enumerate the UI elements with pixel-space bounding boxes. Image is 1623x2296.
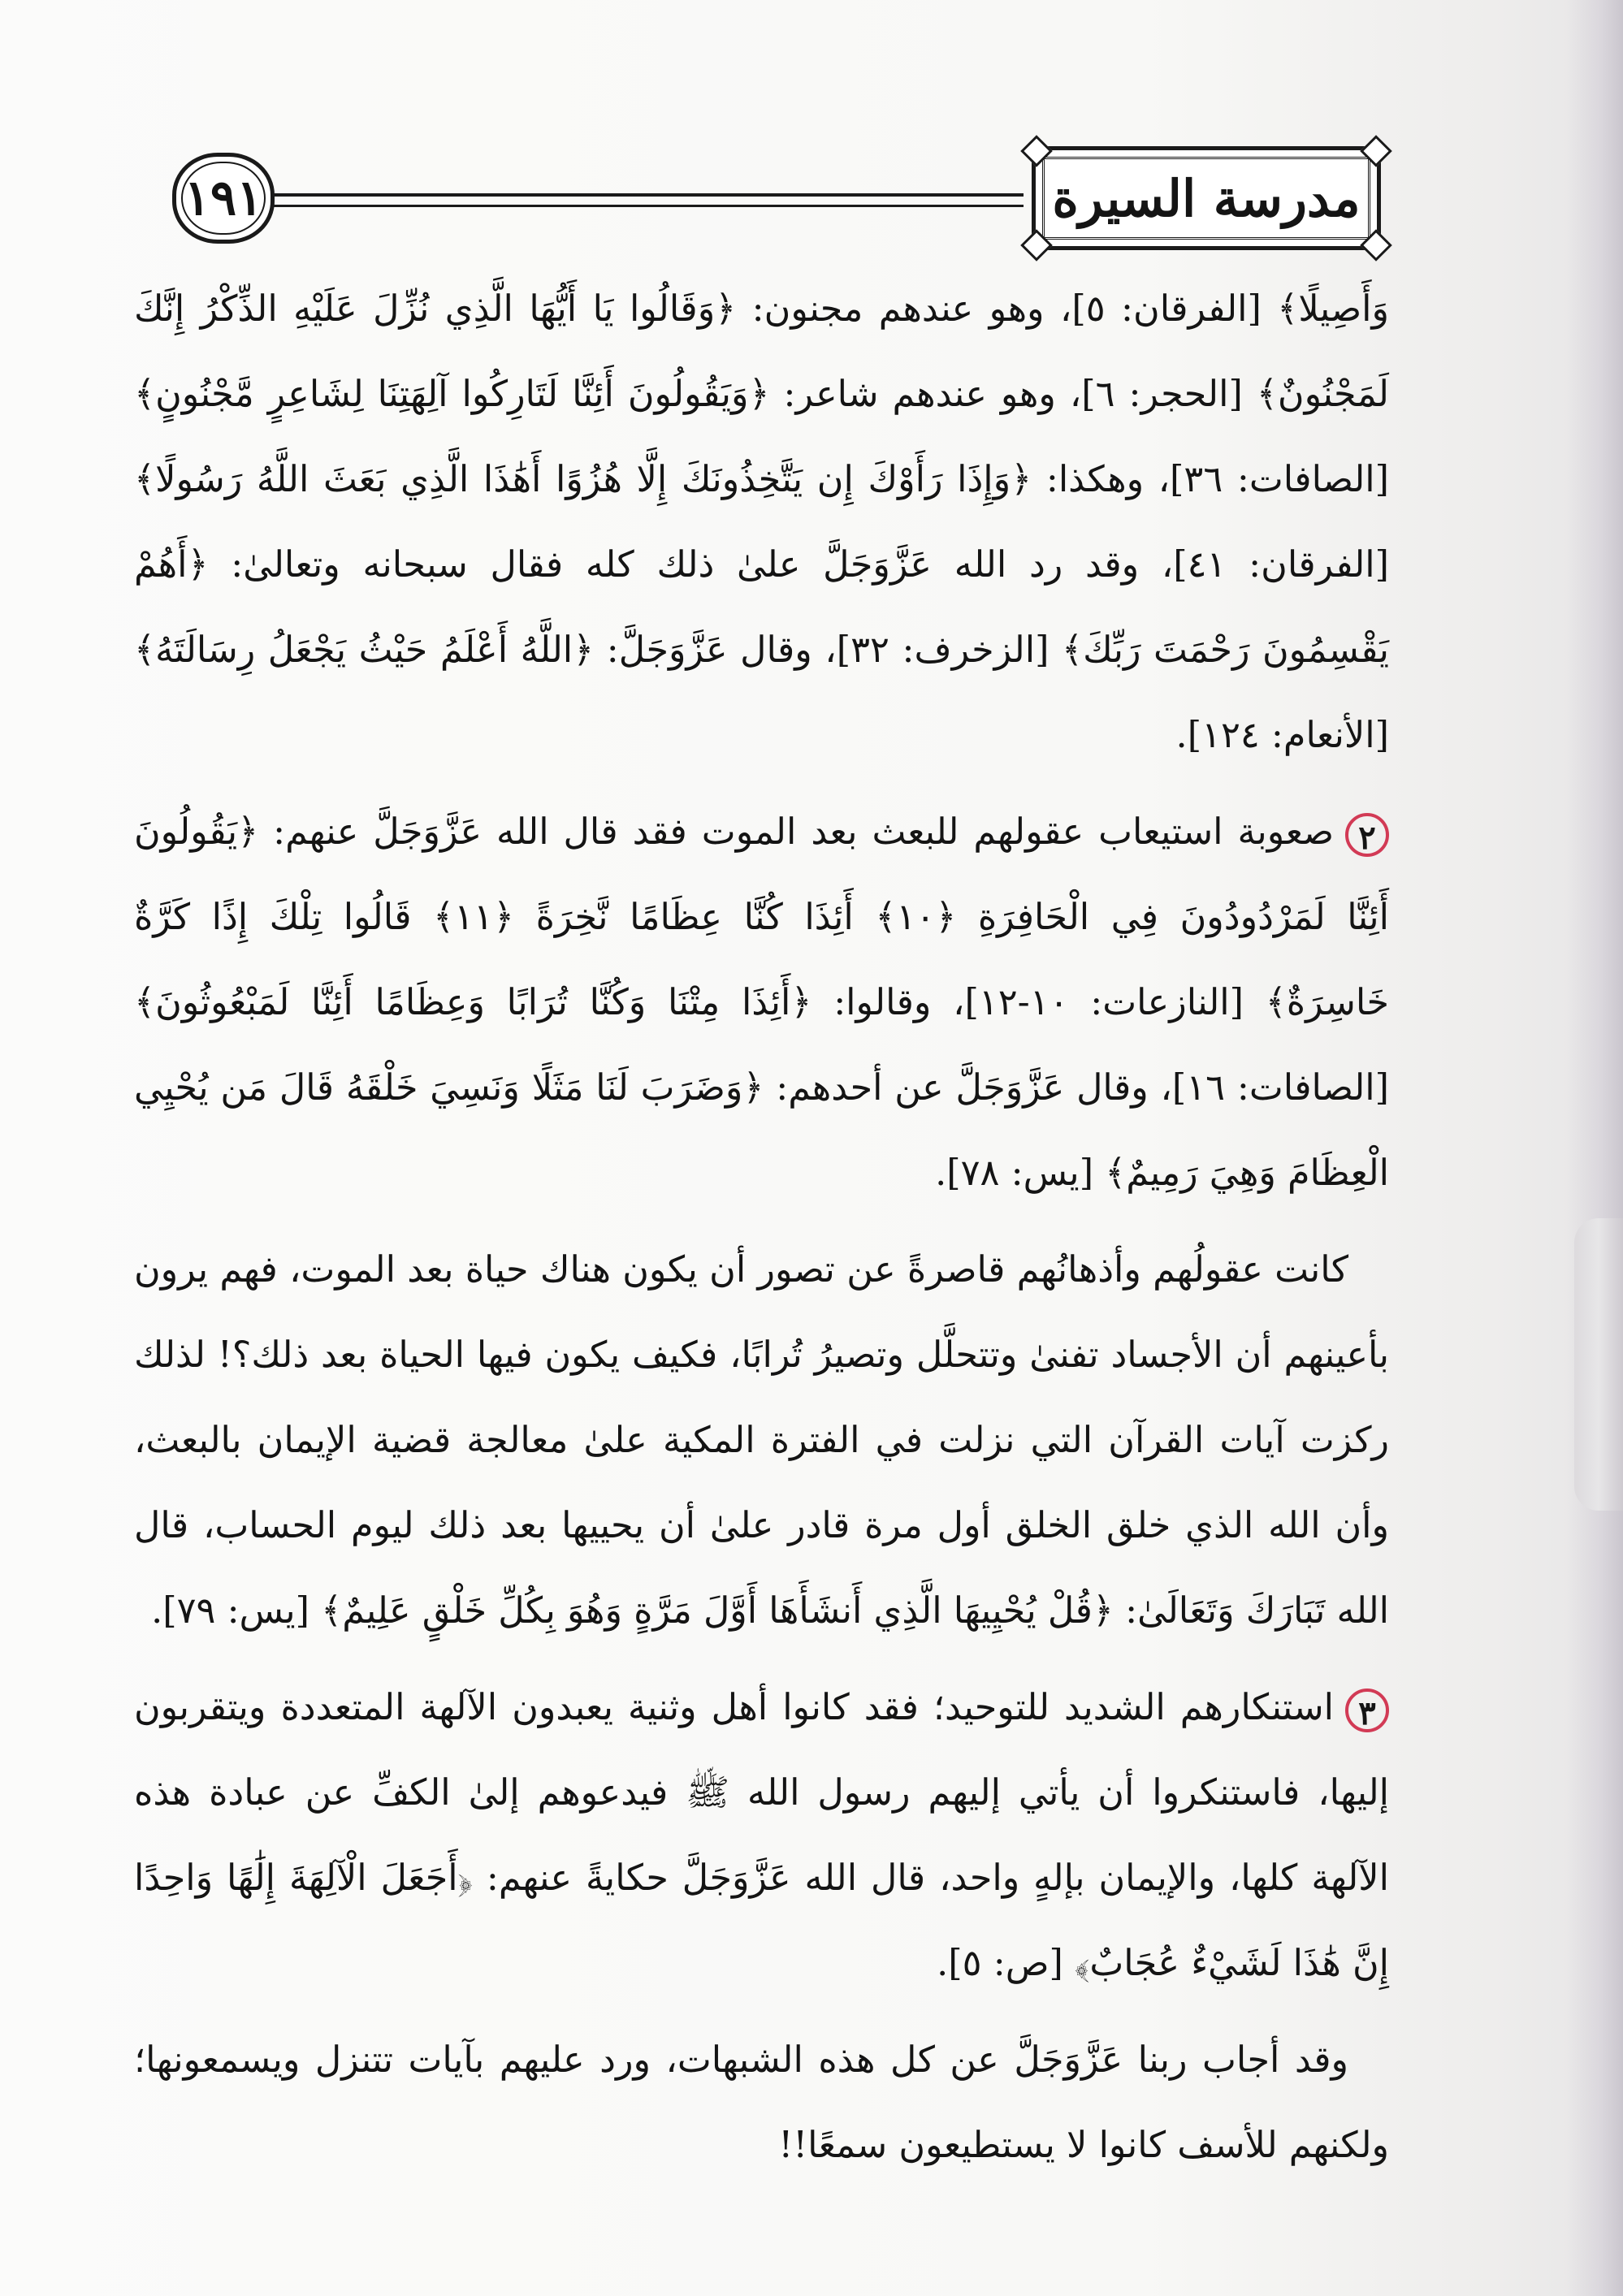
item-3-text: استنكارهم الشديد للتوحيد؛ فقد كانوا أهل وثنية يعبدون الآلهة المتعددة ويتقربون إليها، فاستنكروا أن يأتي إليهم رسول الله ﷺ فيدعوهم إلىٰ الكفِّ عن عبادة هذه الآلهة كلها، والإيمان بإلهٍ واحد، قال الله عَزَّوَجَلَّ حكايةً عنهم: ﴿أَجَعَلَ الْآلِهَةَ إِلَٰهًا وَاحِدًا إِنَّ هَٰذَا لَشَيْءٌ عُجَابٌ﴾ [ص: ٥]. [134,1687,1389,1984]
list-item-3 [134,1665,1389,2006]
paragraph-2: كانت عقولُهم وأذهانُهم قاصرةً عن تصور أن يكون هناك حياة بعد الموت، فهم يرون بأعينهم أن الأجساد تفنىٰ وتتحلَّل وتصيرُ تُرابًا، فكيف يكون فيها الحياة بعد ذلك؟! لذلك ركزت آيات القرآن التي نزلت في الفترة المكية علىٰ معالجة قضية الإيمان بالبعث، وأن الله الذي خلق الخلق أول مرة قادر علىٰ أن يحييها بعد ذلك ليوم الحساب، قال الله تَبَارَكَ وَتَعَالَىٰ: ﴿قُلْ يُحْيِيهَا الَّذِي أَنشَأَهَا أَوَّلَ مَرَّةٍ وَهُوَ بِكُلِّ خَلْقٍ عَلِيمٌ﴾ [يس: ٧٩]. [134,1249,1389,1632]
list-item-2 [134,789,1389,1216]
running-title: مدرسة السيرة [1052,168,1361,228]
header-rule [260,193,1024,197]
page-number: ١٩١ [172,153,275,244]
page-tab-marker [1574,1218,1623,1511]
page-spine-shadow [1566,0,1623,2296]
running-title-frame [1032,146,1381,250]
item-2-text: صعوبة استيعاب عقولهم للبعث بعد الموت فقد قال الله عَزَّوَجَلَّ عنهم: ﴿يَقُولُونَ أَئِنَّا لَمَرْدُودُونَ فِي الْحَافِرَةِ ﴿١٠﴾ أَئِذَا كُنَّا عِظَامًا نَّخِرَةً ﴿١١﴾ قَالُوا تِلْكَ إِذًا كَرَّةٌ خَاسِرَةٌ﴾ [النازعات: ١٠-١٢]، وقالوا: ﴿أَئِذَا مِتْنَا وَكُنَّا تُرَابًا وَعِظَامًا أَئِنَّا لَمَبْعُوثُونَ﴾ [الصافات: ١٦]، وقال عَزَّوَجَلَّ عن أحدهم: ﴿وَضَرَبَ لَنَا مَثَلًا وَنَسِيَ خَلْقَهُ قَالَ مَن يُحْيِي الْعِظَامَ وَهِيَ رَمِيمٌ﴾ [يس: ٧٨]. [134,811,1389,1194]
page-header [138,146,1381,252]
item-number-3: ٣ [1345,1688,1389,1732]
item-number-2: ٢ [1345,813,1389,857]
paragraph-1: وَأَصِيلًا﴾ [الفرقان: ٥]، وهو عندهم مجنون: ﴿وَقَالُوا يَا أَيُّهَا الَّذِي نُزِّلَ عَلَيْهِ الذِّكْرُ إِنَّكَ لَمَجْنُونٌ﴾ [الحجر: ٦]، وهو عندهم شاعر: ﴿وَيَقُولُونَ أَئِنَّا لَتَارِكُوا آلِهَتِنَا لِشَاعِرٍ مَّجْنُونٍ﴾ [الصافات: ٣٦]، وهكذا: ﴿وَإِذَا رَأَوْكَ إِن يَتَّخِذُونَكَ إِلَّا هُزُوًا أَهَٰذَا الَّذِي بَعَثَ اللَّهُ رَسُولًا﴾ [الفرقان: ٤١]، وقد رد الله عَزَّوَجَلَّ علىٰ ذلك كله فقال سبحانه وتعالىٰ: ﴿أَهُمْ يَقْسِمُونَ رَحْمَتَ رَبِّكَ﴾ [الزخرف: ٣٢]، وقال عَزَّوَجَلَّ: ﴿اللَّهُ أَعْلَمُ حَيْثُ يَجْعَلُ رِسَالَتَهُ﴾ [الأنعام: ١٢٤]. [134,288,1390,756]
header-rule [260,205,1024,207]
paragraph-3: وقد أجاب ربنا عَزَّوَجَلَّ عن كل هذه الشبهات، ورد عليهم بآيات تتنزل ويسمعونها؛ ولكنهم للأسف كانوا لا يستطيعون سمعًا!! [134,2039,1389,2166]
page-body [134,266,1389,2188]
